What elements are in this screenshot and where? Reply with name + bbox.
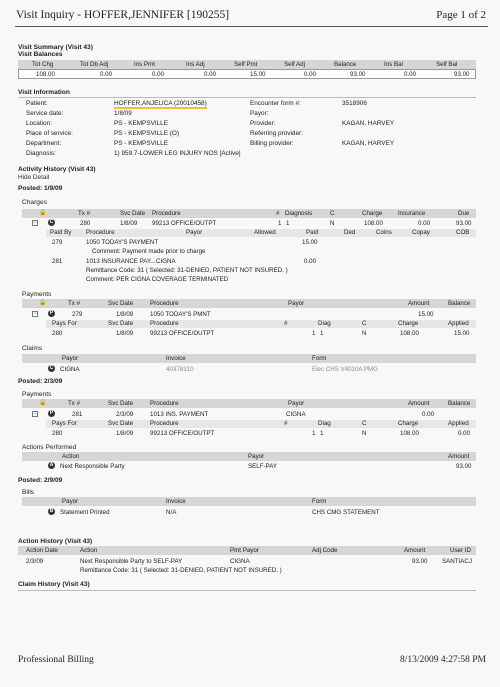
col-balance: Balance [334,61,357,68]
location-value: PS - KEMPSVILLE [114,120,168,127]
lock-icon: 🔒 [39,210,47,216]
bill-form: CHS CMG STATEMENT [312,509,380,516]
ah-user: SANTIACJ [442,558,472,565]
payments2-col-procedure: Procedure [150,400,179,407]
sub-col-paid-by: Paid By [50,229,72,236]
collapse-toggle[interactable]: − [33,220,37,226]
bills-col-form: Form [312,498,327,505]
p1-sub-col-svc-date: Svc Date [108,320,134,327]
p1-sub-procedure: 99213 OFFICE/OUTPT [150,330,215,337]
sub2-procedure: 1013 INSURANCE PAY... [86,258,156,265]
claims-col-invoice: Invoice [166,355,186,362]
payments2-col-svc-date: Svc Date [108,400,134,407]
actions-col-amount: Amount [448,453,470,460]
sub2-paid: 0.00 [304,258,317,265]
claims-col-payor: Payor [62,355,79,362]
charge-c: N [330,220,335,227]
patient-value: HOFFER,ANJELICA (20010458) [114,100,207,107]
payor-label: Payor: [250,110,269,117]
p1-sub-date: 1/8/09 [116,330,134,337]
charges-title: Charges [22,199,47,206]
action-amount: 93.00 [456,463,472,470]
p2-sub-col-c: C [362,420,367,427]
val-self-adj: 0.00 [304,71,317,78]
referring-provider-label: Referring provider: [250,130,303,137]
sub-col-payor: Payor [186,229,203,236]
service-date-label: Service date: [26,110,64,117]
p2-sub-diag: 1 [320,430,324,437]
p2-sub-col-procedure: Procedure [150,420,179,427]
col-self-adj: Self Adj [284,61,305,68]
sub-col-copay: Copay [412,229,430,236]
ah-payor: CIGNA [230,558,250,565]
p2-sub-c: N [362,430,367,437]
posted-date-1: Posted: 1/9/09 [18,185,63,192]
provider-value: KAGAN, HARVEY [342,120,395,127]
p2-sub-col-diag: Diag [318,420,331,427]
collapse-toggle[interactable]: − [33,311,37,317]
patient-label: Patient: [26,100,48,107]
payment1-procedure: 1050 TODAY'S PMNT [150,311,211,318]
hide-detail-link[interactable]: Hide Detail [18,174,50,181]
claim-invoice[interactable]: 40378310 [166,366,194,373]
visit-summary-title: Visit Summary (Visit 43) [18,44,93,51]
sub1-paid-by[interactable]: 279 [52,239,63,246]
payment-icon: P [49,310,54,316]
charge-due: 93.00 [456,220,472,227]
claims-header [22,354,476,363]
diagnosis-label: Diagnosis: [26,150,56,157]
col-ins-pmt: Ins Pmt [134,61,155,68]
claims-title: Claims [22,345,43,352]
sub-col-procedure: Procedure [86,229,115,236]
charges-col-svc-date: Svc Date [120,210,146,217]
bills-header [22,497,476,506]
bills-col-invoice: Invoice [166,498,186,505]
sub2-paid-by[interactable]: 281 [52,258,63,265]
billing-provider-value: KAGAN, HARVEY [342,140,395,147]
charges-col-num: # [276,210,280,217]
actions-col-payor: Payor [248,453,265,460]
lock-icon: 🔒 [39,400,47,406]
charges-col-charge: Charge [362,210,383,217]
charge-tx[interactable]: 280 [80,220,91,227]
val-ins-pmt: 0.00 [152,71,165,78]
p2-sub-col-svc-date: Svc Date [108,420,134,427]
bill-invoice: N/A [166,509,177,516]
action-icon: A [49,462,54,468]
action-name: Next Responsible Party [60,463,125,470]
col-tot-chg: Tot Chg [32,61,54,68]
page-number: Page 1 of 2 [436,9,486,21]
payment2-procedure: 1013 INS. PAYMENT [150,411,209,418]
ah-amount: 93.00 [412,558,428,565]
val-self-pmt: 15.00 [250,71,266,78]
payments1-col-balance: Balance [448,300,471,307]
col-self-pmt: Self Pmt [234,61,258,68]
charges-col-diagnosis: Diagnosis [285,210,313,217]
action-history-title: Action History (Visit 43) [18,538,93,545]
diagnosis-value: 1) 959.7-LOWER LEG INJURY NOS [Active] [114,150,241,157]
sub-col-cob: COB [456,229,470,236]
encounter-label: Encounter form #: [250,100,301,107]
p1-sub-diag: 1 [320,330,324,337]
charges-col-tx: Tx # [78,210,91,217]
payments2-col-amount: Amount [408,400,430,407]
p2-sub-charge: 108.00 [400,430,419,437]
p1-sub-charge: 108.00 [400,330,419,337]
p1-sub-c: N [362,330,367,337]
p2-sub-col-num: # [284,420,288,427]
ah-col-adj-code: Adj Code [312,547,338,554]
val-ins-bal: 0.00 [404,71,417,78]
charges-col-insurance: Insurance [398,210,426,217]
charge-diagnosis: 1 [286,220,290,227]
ah-date: 2/3/09 [26,558,44,565]
claim-payor[interactable]: CIGNA [60,366,80,373]
sub1-comment: Comment: Payment made prior to charge [92,248,206,255]
payment2-payor: CIGNA [286,411,306,418]
payments2-col-payor: Payor [288,400,305,407]
p2-sub-pays-for[interactable]: 280 [52,430,63,437]
sub2-remit: Remittance Code: 31 ( Selected: 31-DENIED, PATIENT NOT INSURED. ) [86,267,288,274]
footer-app-name: Professional Billing [18,655,94,665]
bills-col-payor: Payor [62,498,79,505]
encounter-value: 3518906 [342,100,367,107]
payment2-date: 2/3/09 [116,411,134,418]
place-of-service-value: PS - KEMPSVILLE (O) [114,130,179,137]
payment1-amount: 15.00 [418,311,434,318]
col-ins-bal: Ins Bal [384,61,403,68]
charge-date: 1/8/09 [120,220,138,227]
payments1-col-procedure: Procedure [150,300,179,307]
claim-form: Elec CHS V4010A PMG [312,366,379,373]
charges-col-due: Due [458,210,470,217]
ah-col-amount: Amount [404,547,426,554]
col-self-bal: Self Bal [436,61,458,68]
sub1-procedure: 1050 TODAY'S PAYMENT [86,239,159,246]
payment-icon: P [49,410,54,416]
p2-sub-col-pays-for: Pays For [52,420,77,427]
col-tot-db-adj: Tot Db Adj [80,61,109,68]
sub-col-paid: Paid [306,229,319,236]
place-of-service-label: Place of service: [26,130,73,137]
charge-icon: C [49,219,54,225]
claim-icon: C [49,365,54,371]
p1-sub-applied: 15.00 [454,330,470,337]
action-payor: SELF-PAY [248,463,277,470]
payments2-col-tx: Tx # [68,400,81,407]
ah-col-action-date: Action Date [26,547,58,554]
payment2-amount: 0.00 [422,411,435,418]
service-date-value: 1/8/09 [114,110,132,117]
collapse-toggle[interactable]: − [33,411,37,417]
sub-col-coins: Coins [376,229,392,236]
charge-num: 1 [278,220,282,227]
charges-col-c: C [330,210,335,217]
ah-col-action: Action [80,547,98,554]
actions-title: Actions Performed [22,444,77,451]
ah-col-pmt-payor: Pmt Payor [230,547,259,554]
posted-date-2: Posted: 2/3/09 [18,378,63,385]
bills-title: Bills [22,489,35,496]
p1-sub-col-pays-for: Pays For [52,320,77,327]
p2-sub-applied: 0.00 [458,430,471,437]
payment1-date: 1/8/09 [116,311,134,318]
visit-info-divider [18,97,476,98]
charge-procedure: 99213 OFFICE/OUTPT [152,220,217,227]
p1-sub-col-applied: Applied [448,320,469,327]
sub2-comment: Comment: PER CIGNA COVERAGE TERMINATED [86,276,229,283]
p2-sub-col-applied: Applied [448,420,469,427]
header-divider [15,26,488,27]
department-value: PS - KEMPSVILLE [114,140,168,147]
p2-sub-date: 1/8/09 [116,430,134,437]
claim-history-title: Claim History (Visit 43) [18,581,90,588]
p1-sub-num: 1 [312,330,316,337]
p1-sub-col-diag: Diag [318,320,331,327]
ah-remit: Remittance Code: 31 ( Selected: 31-DENIED, PATIENT NOT INSURED. ) [80,567,282,574]
footer-timestamp: 8/13/2009 4:27:58 PM [399,655,486,665]
val-balance: 93.00 [350,71,366,78]
payment2-tx[interactable]: 281 [72,411,83,418]
payment1-tx[interactable]: 279 [72,311,83,318]
p1-sub-pays-for[interactable]: 280 [52,330,63,337]
payments-title-2: Payments [22,391,52,398]
payments1-col-svc-date: Svc Date [108,300,134,307]
col-ins-adj: Ins Adj [186,61,205,68]
payments1-col-payor: Payor [288,300,305,307]
lock-icon: 🔒 [39,300,47,306]
claim-history-divider [18,590,476,591]
location-label: Location: [26,120,52,127]
p1-sub-col-charge: Charge [398,320,419,327]
val-tot-db-adj: 0.00 [100,71,113,78]
actions-col-action: Action [62,453,80,460]
p1-sub-col-c: C [362,320,367,327]
sub-col-ded: Ded [344,229,356,236]
val-ins-adj: 0.00 [204,71,217,78]
visit-balances-title: Visit Balances [18,51,63,58]
p2-sub-num: 1 [312,430,316,437]
p1-sub-col-num: # [284,320,288,327]
visit-info-title: Visit Information [18,89,70,96]
charges-col-procedure: Procedure [152,210,181,217]
p1-sub-col-procedure: Procedure [150,320,179,327]
sub1-paid: 15.00 [302,239,318,246]
claims-col-form: Form [312,355,327,362]
charge-amount: 108.00 [364,220,383,227]
posted-date-3: Posted: 2/9/09 [18,477,63,484]
department-label: Department: [26,140,62,147]
ah-action: Next Responsible Party to SELF-PAY [80,558,183,565]
ah-col-user-id: User ID [450,547,471,554]
provider-label: Provider: [250,120,276,127]
billing-provider-label: Billing provider: [250,140,294,147]
p2-sub-procedure: 99213 OFFICE/OUTPT [150,430,215,437]
payments2-col-balance: Balance [448,400,471,407]
p2-sub-col-charge: Charge [398,420,419,427]
charge-insurance: 0.00 [418,220,431,227]
val-tot-chg: 108.00 [36,71,55,78]
payments1-col-amount: Amount [408,300,430,307]
bill-icon: B [49,508,54,514]
activity-history-title: Activity History (Visit 43) [18,166,96,173]
payments-title-1: Payments [22,291,52,298]
payments1-col-tx: Tx # [68,300,81,307]
sub-col-allowed: Allowed [254,229,276,236]
page-title: Visit Inquiry - HOFFER,JENNIFER [190255] [16,9,230,21]
bill-payor[interactable]: Statement Printed [60,509,110,516]
sub2-payor: CIGNA [156,258,176,265]
val-self-bal: 93.00 [454,71,470,78]
